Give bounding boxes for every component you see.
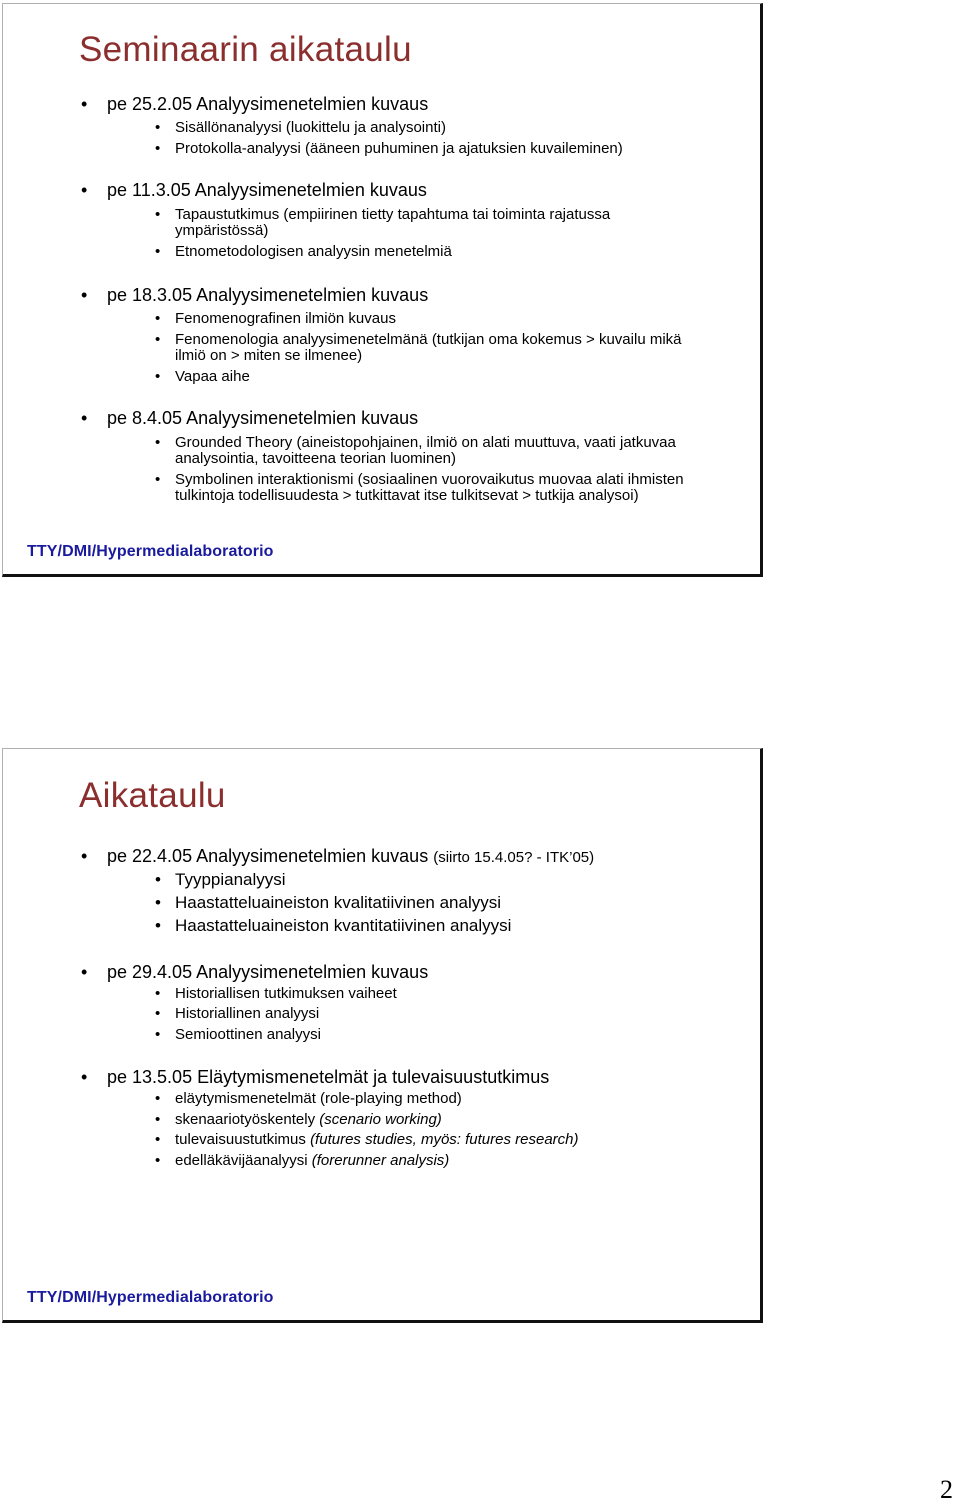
bullet-icon: • <box>155 471 161 488</box>
bullet-icon: • <box>155 368 161 385</box>
sub-item-text: Historiallinen analyysi <box>175 1005 320 1022</box>
sub-item <box>155 1152 715 1170</box>
sub-item <box>155 916 715 936</box>
bullet-icon: • <box>81 408 88 428</box>
sub-item <box>155 893 715 913</box>
sub-item-text <box>175 1152 715 1170</box>
slide-footer: TTY/DMI/Hypermedialaboratorio <box>27 543 274 560</box>
bullet-icon: • <box>155 434 161 451</box>
bullet-icon: • <box>155 206 161 223</box>
sub-item-text: Fenomenologia analyysimenetelmänä (tutkijan oma kokemus > kuvailu mikä ilmiö on > miten se ilmenee) <box>175 331 682 364</box>
bullet-icon: • <box>155 1005 161 1022</box>
sub-item-text: Historiallisen tutkimuksen vaiheet <box>175 985 397 1002</box>
bullet-icon: • <box>155 243 161 260</box>
slide-title: Seminaarin aikataulu <box>79 30 412 69</box>
sub-item <box>155 1111 715 1129</box>
sub-item-text: Semioottinen analyysi <box>175 1026 321 1043</box>
bullet-icon: • <box>155 916 161 935</box>
bullet-icon: • <box>155 1152 161 1169</box>
sub-item-text: Haastatteluaineiston kvalitatiivinen analyysi <box>175 893 502 912</box>
sub-item-text: Tyyppianalyysi <box>175 870 286 889</box>
schedule-item-text: pe 18.3.05 Analyysimenetelmien kuvaus <box>107 285 429 305</box>
sub-item-text: Symbolinen interaktionismi (sosiaalinen vuorovaikutus muovaa alati ihmisten tulkintoja todellisuudesta > tutkittavat itse tulkitsevat > tutkija analysoi) <box>175 471 684 504</box>
schedule-item-text: pe 11.3.05 Analyysimenetelmien kuvaus <box>107 180 427 200</box>
sub-item-plain: skenaariotyöskentely <box>175 1111 320 1128</box>
sub-item <box>155 311 715 327</box>
bullet-icon: • <box>155 119 161 136</box>
schedule-item-text: pe 25.2.05 Analyysimenetelmien kuvaus <box>107 94 429 114</box>
sub-item <box>155 1005 715 1023</box>
sub-item <box>155 472 705 504</box>
sub-item-text <box>175 1090 715 1108</box>
schedule-item-text <box>107 846 594 868</box>
bullet-icon: • <box>81 1067 88 1087</box>
sub-item <box>155 1026 715 1044</box>
bullet-icon: • <box>155 331 161 348</box>
slide-seminar-schedule <box>2 3 763 577</box>
sub-item-text <box>175 1131 715 1149</box>
page-number: 2 <box>940 1475 953 1504</box>
sub-item-text: Protokolla-analyysi (ääneen puhuminen ja ajatuksien kuvaileminen) <box>175 140 623 157</box>
sub-item <box>155 369 715 385</box>
schedule-item-text: pe 8.4.05 Analyysimenetelmien kuvaus <box>107 408 419 428</box>
sub-item <box>155 244 715 260</box>
sub-item <box>155 1090 715 1108</box>
sub-item <box>155 870 715 890</box>
sub-item-plain: tulevaisuustutkimus <box>175 1131 311 1148</box>
sub-item <box>155 120 715 136</box>
sub-item-italic: (futures studies, myös: futures research) <box>310 1131 579 1148</box>
bullet-icon: • <box>155 1131 161 1148</box>
sub-item <box>155 207 695 239</box>
bullet-icon: • <box>81 180 88 200</box>
sub-item-text: Etnometodologisen analyysin menetelmiä <box>175 243 452 260</box>
schedule-item-text: pe 29.4.05 Analyysimenetelmien kuvaus <box>107 962 429 982</box>
sub-item-text: Grounded Theory (aineistopohjainen, ilmiö on alati muuttuva, vaati jatkuvaa analysointia, tavoitteena teorian luominen) <box>175 434 676 467</box>
bullet-icon: • <box>81 846 88 866</box>
slide-title: Aikataulu <box>79 776 226 815</box>
bullet-icon: • <box>155 870 161 889</box>
sub-item-plain: eläytymismenetelmät (role-playing method) <box>175 1090 462 1107</box>
sub-item <box>155 1131 715 1149</box>
bullet-icon: • <box>81 94 88 114</box>
slide-footer: TTY/DMI/Hypermedialaboratorio <box>27 1289 274 1306</box>
schedule-item-text: pe 13.5.05 Eläytymismenetelmät ja tulevaisuustutkimus <box>107 1067 550 1087</box>
slide-schedule <box>2 748 763 1323</box>
sub-item <box>155 141 715 157</box>
sub-item-text: Haastatteluaineiston kvantitatiivinen analyysi <box>175 916 512 935</box>
sub-item-italic: (forerunner analysis) <box>311 1152 450 1169</box>
sub-item-text: Tapaustutkimus (empiirinen tietty tapahtuma tai toiminta rajatussa ympäristössä) <box>175 206 611 239</box>
bullet-icon: • <box>155 1111 161 1128</box>
sub-item <box>155 985 715 1003</box>
sub-item <box>155 332 715 364</box>
bullet-icon: • <box>81 285 88 305</box>
bullet-icon: • <box>155 310 161 327</box>
sub-item-text <box>175 1111 715 1129</box>
bullet-icon: • <box>155 893 161 912</box>
bullet-icon: • <box>155 1090 161 1107</box>
sub-item-text: Vapaa aihe <box>175 368 250 385</box>
bullet-icon: • <box>155 985 161 1002</box>
bullet-icon: • <box>81 962 88 982</box>
sub-item-plain: edelläkävijäanalyysi <box>175 1152 312 1169</box>
bullet-icon: • <box>155 1026 161 1043</box>
sub-item <box>155 435 715 467</box>
schedule-item-main: pe 22.4.05 Analyysimenetelmien kuvaus <box>107 846 429 866</box>
bullet-icon: • <box>155 140 161 157</box>
sub-item-text: Sisällönanalyysi (luokittelu ja analysointi) <box>175 119 446 136</box>
schedule-item-note: (siirto 15.4.05? - ITK’05) <box>433 849 595 866</box>
sub-item-italic: (scenario working) <box>319 1111 442 1128</box>
sub-item-text: Fenomenografinen ilmiön kuvaus <box>175 310 396 327</box>
